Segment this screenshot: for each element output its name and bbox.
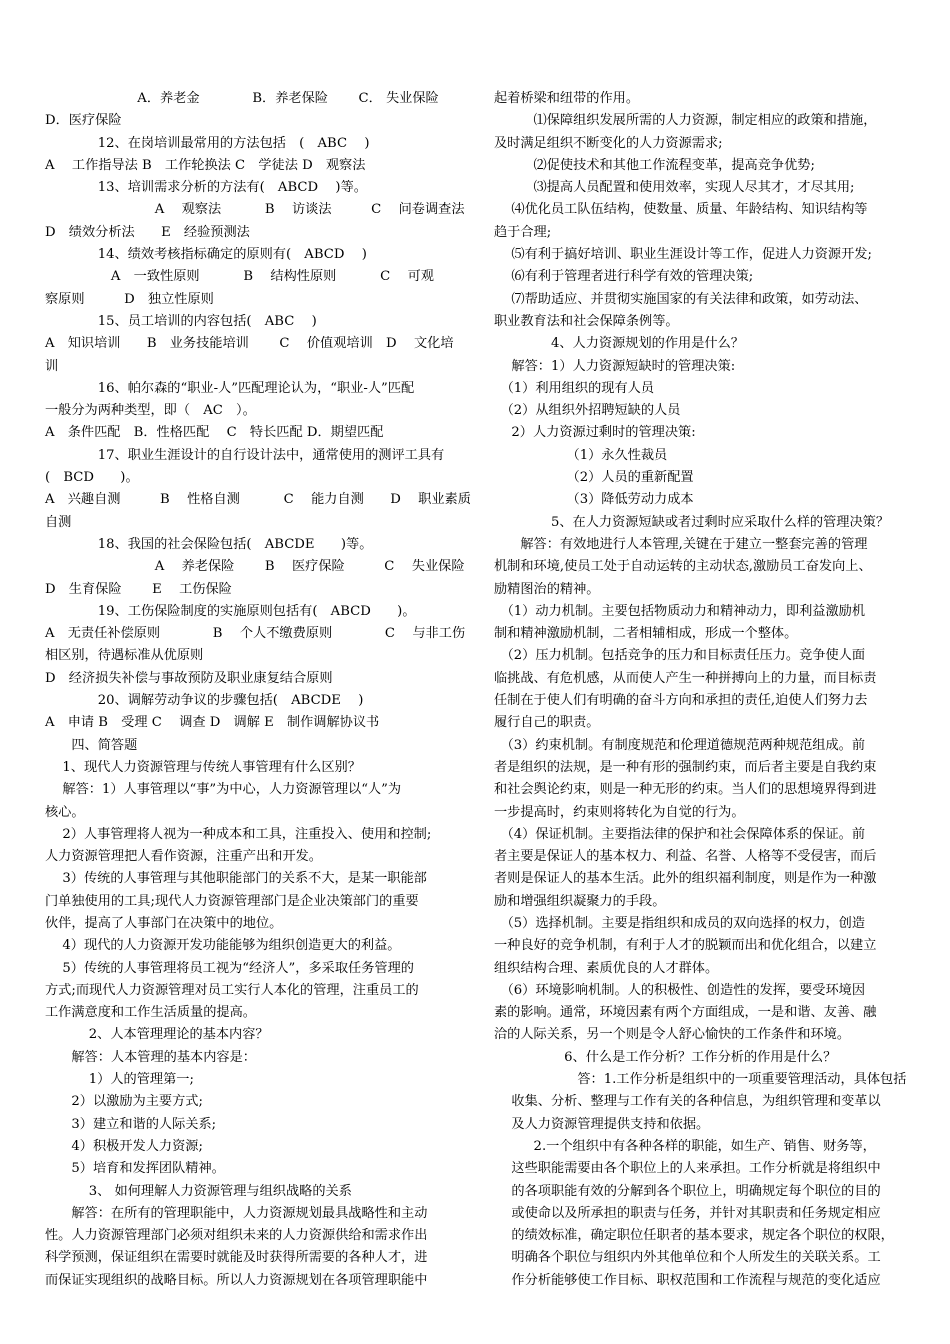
text-line: 机制和环境,使员工处于自动运转的主动状态,激励员工奋发向上、: [494, 559, 872, 575]
text-line: 及人力资源管理提供支持和依据。: [494, 1116, 710, 1132]
left-column: [45, 0, 471, 1292]
text-line: 训: [45, 358, 59, 374]
text-line: 解答：有效地进行人本管理,关键在于建立一整套完善的管理: [494, 536, 868, 552]
text-line: D 经济损失补偿与事故预防及职业康复结合原则: [45, 670, 333, 686]
text-line: A 知识培训 B 业务技能培训 C 价值观培训 D 文化培: [45, 336, 454, 352]
text-line: 自测: [45, 514, 72, 530]
text-line: 察原则 D 独立性原则: [45, 291, 214, 307]
text-line: 制和精神激励机制，二者相辅相成，形成一个整体。: [494, 626, 798, 642]
text-line: 性。人力资源管理部门必须对组织未来的人力资源供给和需求作出: [45, 1228, 428, 1244]
text-line: ⑹有利于管理者进行科学有效的管理决策;: [494, 269, 754, 285]
text-line: 12、在岗培训最常用的方法包括 ( ABC ): [45, 135, 370, 151]
text-line: 5、在人力资源短缺或者过剩时应采取什么样的管理决策？: [494, 514, 890, 530]
text-line: 励和增强组织凝聚力的手段。: [494, 893, 666, 909]
text-line: 15、员工培训的内容包括( ABC ): [45, 313, 317, 329]
text-line: 人力资源管理把人看作资源，注重产出和开发。: [45, 849, 322, 865]
text-line: 临挑战、有危机感，从而使人产生一种拼搏向上的力量，而目标责: [494, 670, 877, 686]
text-line: 收集、分析、整理与工作有关的各种信息，为组织管理和变革以: [494, 1094, 881, 1110]
text-line: 解答：人本管理的基本内容是：: [45, 1049, 256, 1065]
text-line: D．医疗保险: [45, 113, 122, 129]
text-line: ⑴保障组织发展所需的人力资源，制定相应的政策和措施，: [494, 113, 877, 129]
text-line: 2.一个组织中有各种各样的职能，如生产、销售、财务等，: [494, 1138, 876, 1154]
text-line: 的绩效标准，确定职位任职者的基本要求，规定各个职位的权限，: [494, 1228, 894, 1244]
text-line: 四、简答题: [45, 737, 138, 753]
text-line: 素的影响。通常，环境因素有两个方面组成，一是和谐、友善、融: [494, 1005, 877, 1021]
text-line: 2）以激励为主要方式;: [45, 1094, 203, 1110]
text-line: 任制在于使人们有明确的奋斗方向和承担的责任,迫使人们努力去: [494, 693, 868, 709]
text-line: 4）现代的人力资源开发功能能够为组织创造更大的利益。: [45, 938, 401, 954]
text-line: （4）保证机制。主要指法律的保护和社会保障体系的保证。前: [494, 826, 866, 842]
text-line: 方式;而现代人力资源管理对员工实行人本化的管理，注重员工的: [45, 982, 419, 998]
text-line: 解答：1）人事管理以“事”为中心，人力资源管理以“人”为: [45, 782, 402, 798]
text-line: 3）传统的人事管理与其他职能部门的关系不大，是某一职能部: [45, 871, 427, 887]
text-line: 2）人事管理将人视为一种成本和工具，注重投入、使用和控制;: [45, 826, 432, 842]
text-line: 职业教育法和社会保障条例等。: [494, 313, 679, 329]
text-line: 作分析能够使工作目标、职权范围和工作流程与规范的变化适应: [494, 1272, 881, 1288]
text-line: 科学预测，保证组织在需要时就能及时获得所需要的各种人才，进: [45, 1250, 428, 1266]
text-line: 工作满意度和工作生活质量的提高。: [45, 1005, 256, 1021]
text-line: 3）建立和谐的人际关系;: [45, 1116, 217, 1132]
text-line: ⑺帮助适应、并贯彻实施国家的有关法律和政策，如劳动法、: [494, 291, 868, 307]
text-line: （1）利用组织的现有人员: [494, 380, 655, 396]
text-line: A．养老金 B．养老保险 C． 失业保险: [45, 91, 439, 106]
text-line: 一般分为两种类型，即（ AC ）。: [45, 403, 256, 419]
text-line: D 绩效分析法 E 经验预测法: [45, 224, 250, 240]
text-line: 2）人力资源过剩时的管理决策:: [494, 425, 696, 441]
text-line: 14、绩效考核指标确定的原则有( ABCD ): [45, 247, 367, 263]
text-line: A 申请 B 受理 C 调查 D 调解 E 制作调解协议书: [45, 715, 380, 731]
text-line: ⑵促使技术和其他工作流程变革，提高竞争优势;: [494, 157, 815, 173]
text-line: 这些职能需要由各个职位上的人来承担。工作分析就是将组织中: [494, 1161, 881, 1177]
text-line: 组织结构合理、素质优良的人才群体。: [494, 960, 719, 976]
text-line: 6、什么是工作分析？工作分析的作用是什么？: [494, 1049, 837, 1065]
text-line: 解答：在所有的管理职能中，人力资源规划最具战略性和主动: [45, 1205, 428, 1221]
text-line: 1）人的管理第一;: [45, 1072, 194, 1088]
text-line: 励精图治的精神。: [494, 581, 600, 597]
text-line: A 养老保险 B 医疗保险 C 失业保险: [45, 559, 465, 575]
text-line: 5）传统的人事管理将员工视为“经济人”，多采取任务管理的: [45, 960, 414, 976]
text-line: 及时满足组织不断变化的人力资源需求;: [494, 135, 723, 151]
text-line: 18、我国的社会保险包括( ABCDE )等。: [45, 536, 373, 552]
text-line: 明确各个职位与组织内外其他单位和个人所发生的关联关系。工: [494, 1250, 881, 1266]
text-line: 洽的人际关系，另一个则是令人舒心愉快的工作条件和环境。: [494, 1027, 851, 1043]
text-line: （5）选择机制。主要是指组织和成员的双向选择的权力，创造: [494, 915, 866, 931]
right-column: [494, 0, 907, 1292]
text-line: 答：1.工作分析是组织中的一项重要管理活动，具体包括: [494, 1072, 907, 1088]
text-line: A 一致性原则 B 结构性原则 C 可观: [45, 269, 434, 285]
text-line: A 工作指导法 B 工作轮换法 C 学徒法 D 观察法: [45, 157, 366, 173]
text-line: 的各项职能有效的分解到各个职位上，明确规定每个职位的目的: [494, 1183, 881, 1199]
text-line: A 无责任补偿原则 B 个人不缴费原则 C 与非工伤: [45, 626, 466, 642]
text-line: A 观察法 B 访谈法 C 问卷调查法: [45, 202, 465, 218]
text-line: 19、工伤保险制度的实施原则包括有( ABCD )。: [45, 603, 416, 619]
text-line: D 生育保险 E 工伤保险: [45, 581, 232, 597]
text-line: 或使命以及所承担的职责与任务，并针对其职责和任务规定相应: [494, 1205, 881, 1221]
text-line: 者则是保证人的基本生活。此外的组织福利制度，则是作为一种激: [494, 871, 877, 887]
text-line: A 兴趣自测 B 性格自测 C 能力自测 D 职业素质: [45, 492, 471, 508]
text-line: 16、帕尔森的“职业-人”匹配理论认为，“职业-人”匹配: [45, 380, 415, 396]
text-line: 5）培育和发挥团队精神。: [45, 1161, 225, 1177]
text-line: 者是组织的法规，是一种有形的强制约束，而后者主要是自我约束: [494, 759, 877, 775]
text-line: （2）从组织外招聘短缺的人员: [494, 403, 681, 419]
text-line: 伙伴，提高了人事部门在决策中的地位。: [45, 915, 283, 931]
text-line: 4、人力资源规划的作用是什么？: [494, 336, 744, 352]
text-line: 4）积极开发人力资源;: [45, 1138, 203, 1154]
text-line: A 条件匹配 B．性格匹配 C 特长匹配 D．期望匹配: [45, 425, 384, 441]
text-line: （1）永久性裁员: [494, 447, 668, 463]
text-line: ⑸有利于搞好培训、职业生涯设计等工作，促进人力资源开发;: [494, 247, 872, 263]
text-line: 一步提高时，约束则将转化为自觉的行为。: [494, 804, 745, 820]
text-line: 一种良好的竞争机制，有利于人才的脱颖而出和优化组合，以建立: [494, 938, 877, 954]
text-line: （1）动力机制。主要包括物质动力和精神动力，即利益激励机: [494, 603, 866, 619]
text-line: 核心。: [45, 804, 85, 820]
text-line: ⑶提高人员配置和使用效率，实现人尽其才，才尽其用;: [494, 180, 855, 196]
text-line: （2）压力机制。包括竞争的压力和目标责任压力。竞争使人面: [494, 648, 866, 664]
text-line: ⑷优化员工队伍结构，使数量、质量、年龄结构、知识结构等: [494, 202, 868, 218]
text-line: 2、人本管理理论的基本内容？: [45, 1027, 269, 1043]
text-line: 履行自己的职责。: [494, 715, 600, 731]
text-line: 20、调解劳动争议的步骤包括( ABCDE ): [45, 693, 364, 709]
text-line: 者主要是保证人的基本权力、利益、名誉、人格等不受侵害，而后: [494, 849, 877, 865]
text-line: 趋于合理;: [494, 224, 552, 240]
text-line: （6）环境影响机制。人的积极性、创造性的发挥，要受环境因: [494, 982, 866, 998]
text-line: （3）降低劳动力成本: [494, 492, 694, 508]
text-line: 3、 如何理解人力资源管理与组织战略的关系: [45, 1183, 352, 1199]
text-line: 相区别，待遇标准从优原则: [45, 648, 204, 664]
text-line: 起着桥梁和纽带的作用。: [494, 91, 640, 106]
text-line: 1、现代人力资源管理与传统人事管理有什么区别？: [45, 759, 361, 775]
text-line: （2）人员的重新配置: [494, 470, 694, 486]
text-line: （3）约束机制。有制度规范和伦理道德规范两种规范组成。前: [494, 737, 866, 753]
text-line: 17、职业生涯设计的自行设计法中，通常使用的测评工具有: [45, 447, 445, 463]
text-line: ( BCD )。: [45, 470, 139, 486]
text-line: 而保证实现组织的战略目标。所以人力资源规划在各项管理职能中: [45, 1272, 428, 1288]
text-line: 解答：1）人力资源短缺时的管理决策:: [494, 358, 736, 374]
text-line: 门单独使用的工具;现代人力资源管理部门是企业决策部门的重要: [45, 893, 419, 909]
text-line: 和社会舆论约束，则是一种无形的约束。当人们的思想境界得到进: [494, 782, 877, 798]
text-line: 13、培训需求分析的方法有( ABCD )等。: [45, 180, 367, 196]
